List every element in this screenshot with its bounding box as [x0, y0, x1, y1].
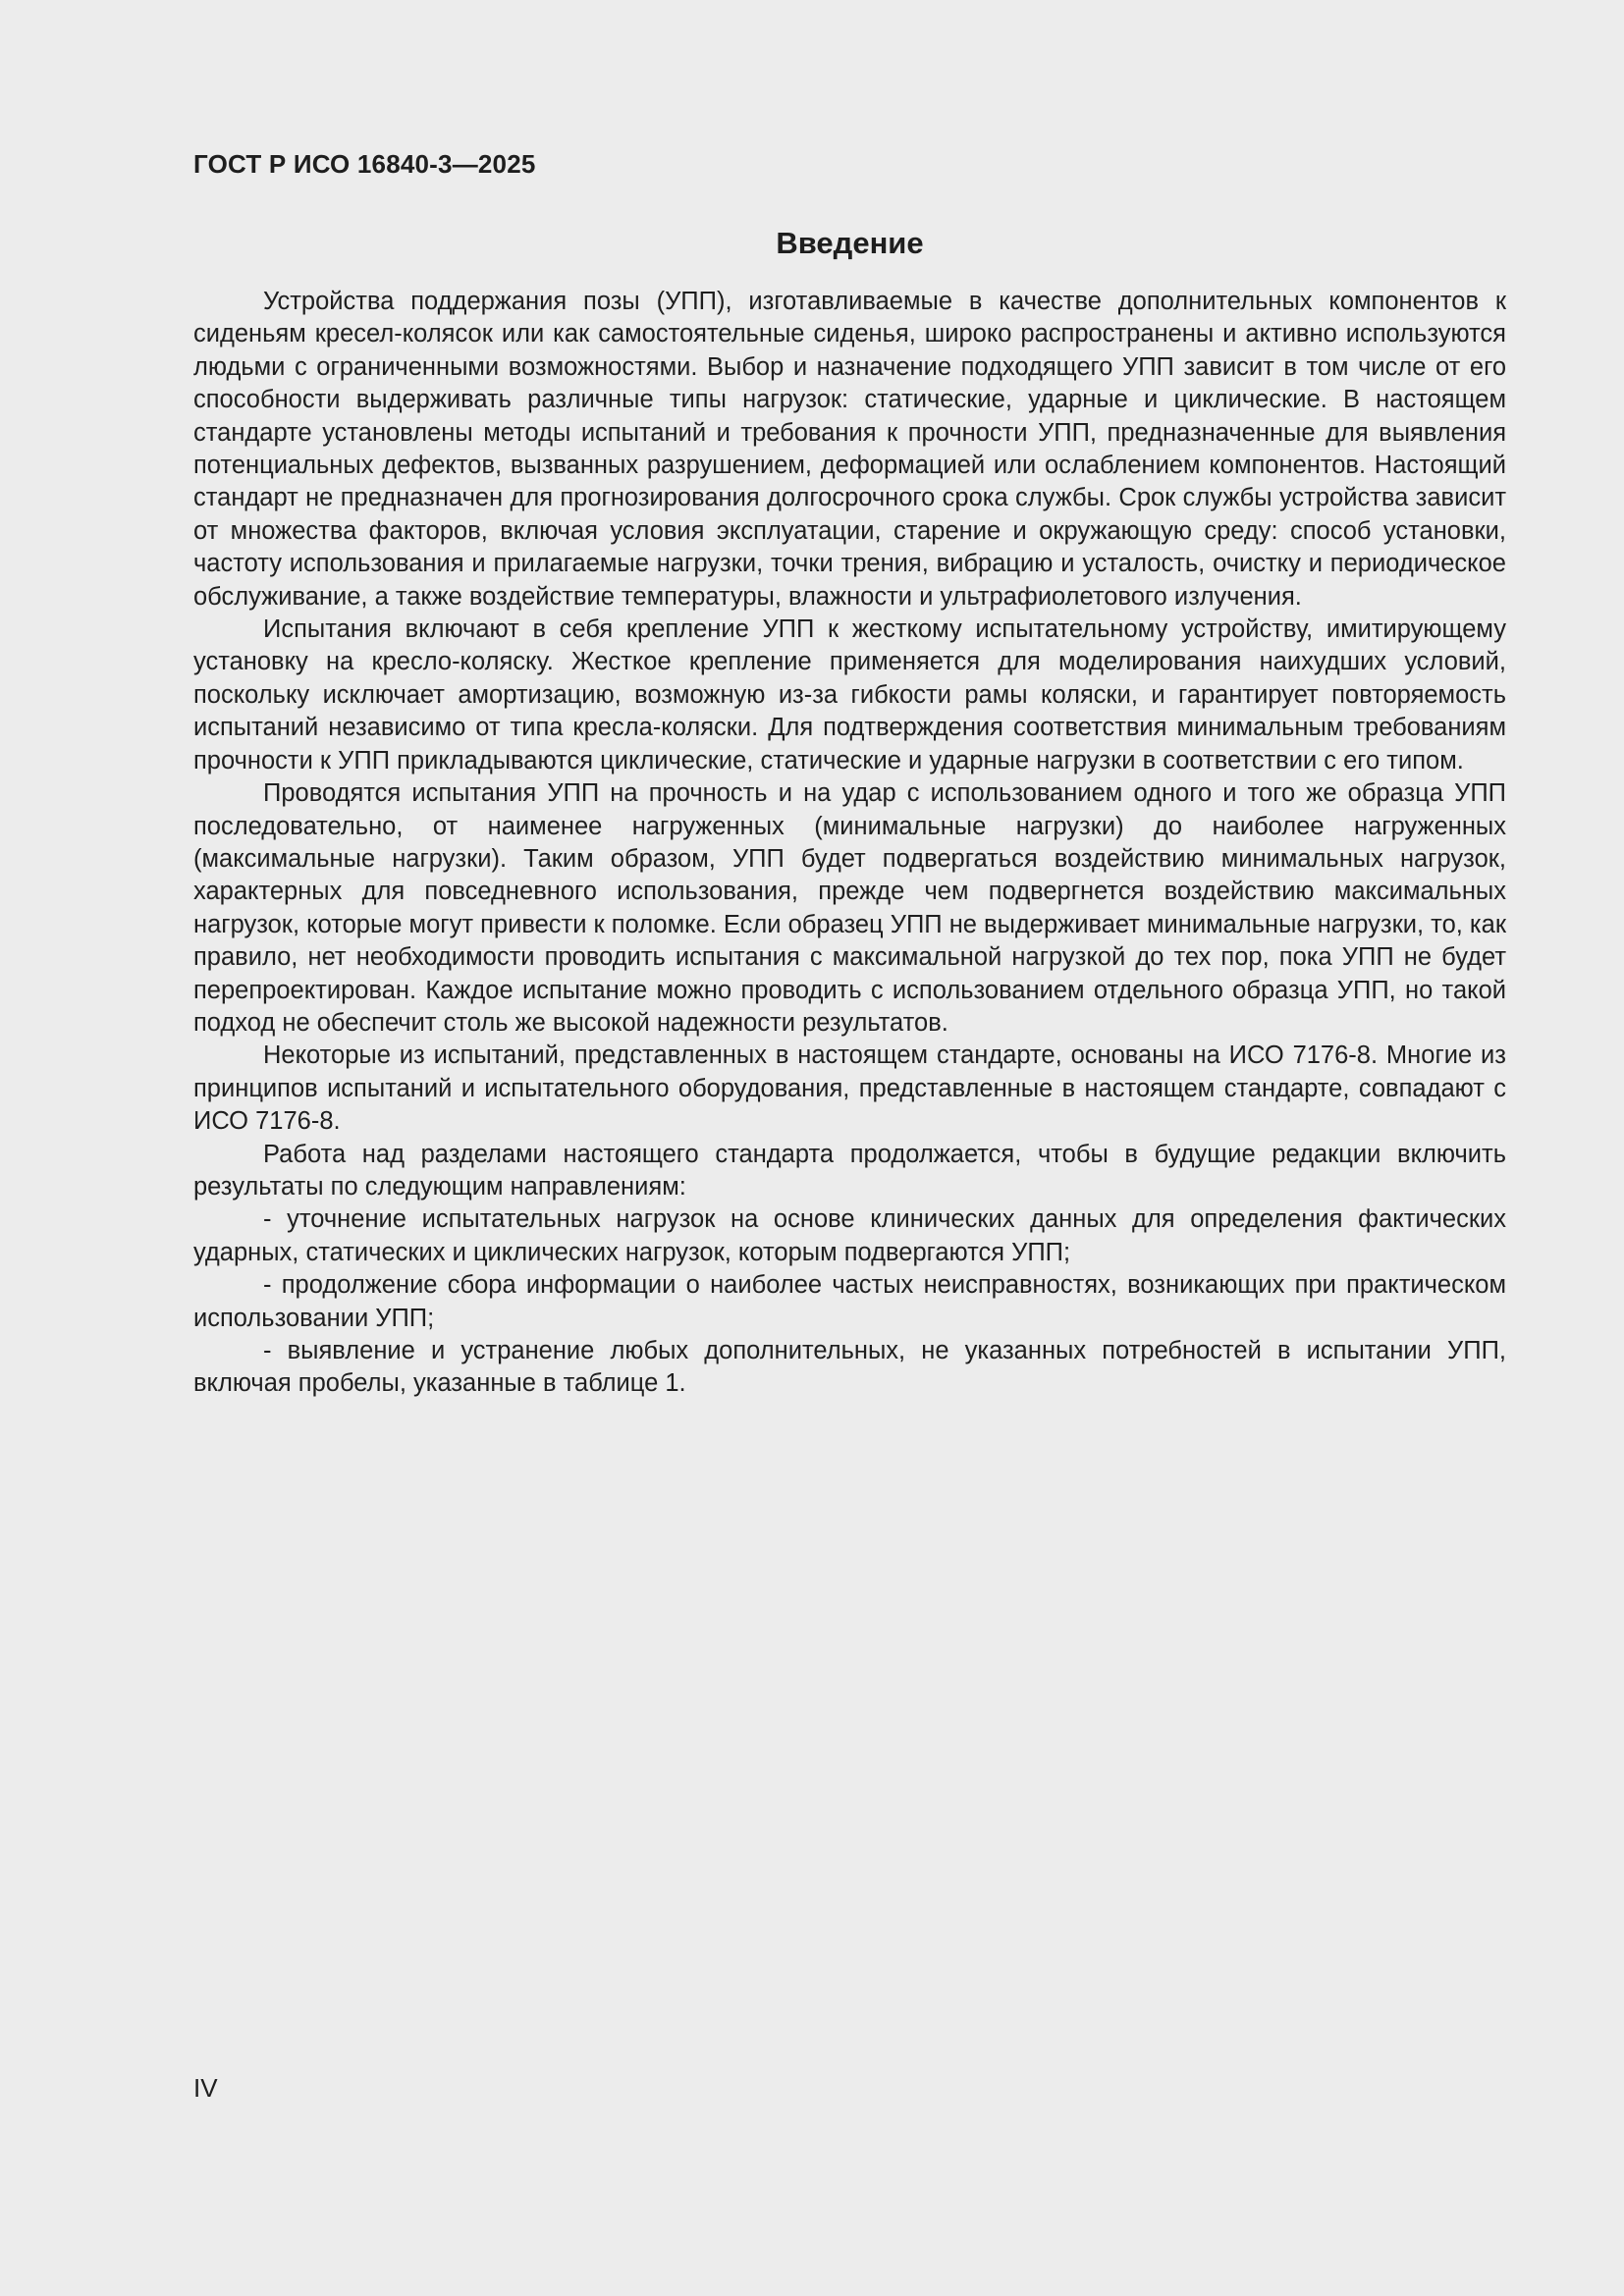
list-item: - выявление и устранение любых дополнительных, не указанных потребностей в испытании УПП, включая пробелы, указанные в таблице 1.	[193, 1337, 1506, 1398]
list-item: - уточнение испытательных нагрузок на основе клинических данных для определения фактических ударных, статических и циклических нагрузок, которым подвергаются УПП;	[193, 1205, 1506, 1266]
paragraph: Проводятся испытания УПП на прочность и на удар с использованием одного и того же образца УПП последовательно, от наименее нагруженных (минимальные нагрузки) до наиболее нагруженных (максимальные нагрузки). Таким образом, УПП будет подвергаться воздействию минимальных нагрузок, характерных для повседневного использования, прежде чем подвергнется воздействию максимальных нагрузок, которые могут привести к поломке. Если образец УПП не выдерживает минимальные нагрузки, то, как правило, нет необходимости проводить испытания с максимальной нагрузкой до тех пор, пока УПП не будет перепроектирован. Каждое испытание можно проводить с использованием отдельного образца УПП, но такой подход не обеспечит столь же высокой надежности результатов.	[193, 779, 1506, 1037]
section-title: Введение	[776, 226, 924, 260]
paragraph: Испытания включают в себя крепление УПП к жесткому испытательному устройству, имитирующему установку на кресло-коляску. Жесткое крепление применяется для моделирования наихудших условий, поскольку исключает амортизацию, возможную из-за гибкости рамы коляски, и гарантирует повторяемость испытаний независимо от типа кресла-коляски. Для подтверждения соответствия минимальным требованиям прочности к УПП прикладываются циклические, статические и ударные нагрузки в соответствии с его типом.	[193, 615, 1506, 774]
page-number: IV	[193, 2073, 218, 2103]
document-id: ГОСТ Р ИСО 16840-3—2025	[193, 149, 536, 179]
paragraph: Устройства поддержания позы (УПП), изготавливаемые в качестве дополнительных компонентов к сиденьям кресел-колясок или как самостоятельные сиденья, широко распространены и активно используются людьми с ограниченными возможностями. Выбор и назначение подходящего УПП зависит в том числе от его способности выдерживать различные типы нагрузок: статические, ударные и циклические. В настоящем стандарте установлены методы испытаний и требования к прочности УПП, предназначенные для выявления потенциальных дефектов, вызванных разрушением, деформацией или ослаблением компонентов. Настоящий стандарт не предназначен для прогнозирования долгосрочного срока службы. Срок службы устройства зависит от множества факторов, включая условия эксплуатации, старение и окружающую среду: способ установки, частоту использования и прилагаемые нагрузки, точки трения, вибрацию и усталость, очистку и периодическое обслуживание, а также воздействие температуры, влажности и ультрафиолетового излучения.	[193, 288, 1506, 611]
body-text	[193, 286, 1506, 1401]
paragraph: Некоторые из испытаний, представленных в настоящем стандарте, основаны на ИСО 7176-8. Многие из принципов испытаний и испытательного оборудования, представленные в настоящем стандарте, совпадают с ИСО 7176-8.	[193, 1041, 1506, 1136]
paragraph: Работа над разделами настоящего стандарта продолжается, чтобы в будущие редакции включить результаты по следующим направлениям:	[193, 1140, 1506, 1201]
list-item: - продолжение сбора информации о наиболее частых неисправностях, возникающих при практическом использовании УПП;	[193, 1271, 1506, 1332]
